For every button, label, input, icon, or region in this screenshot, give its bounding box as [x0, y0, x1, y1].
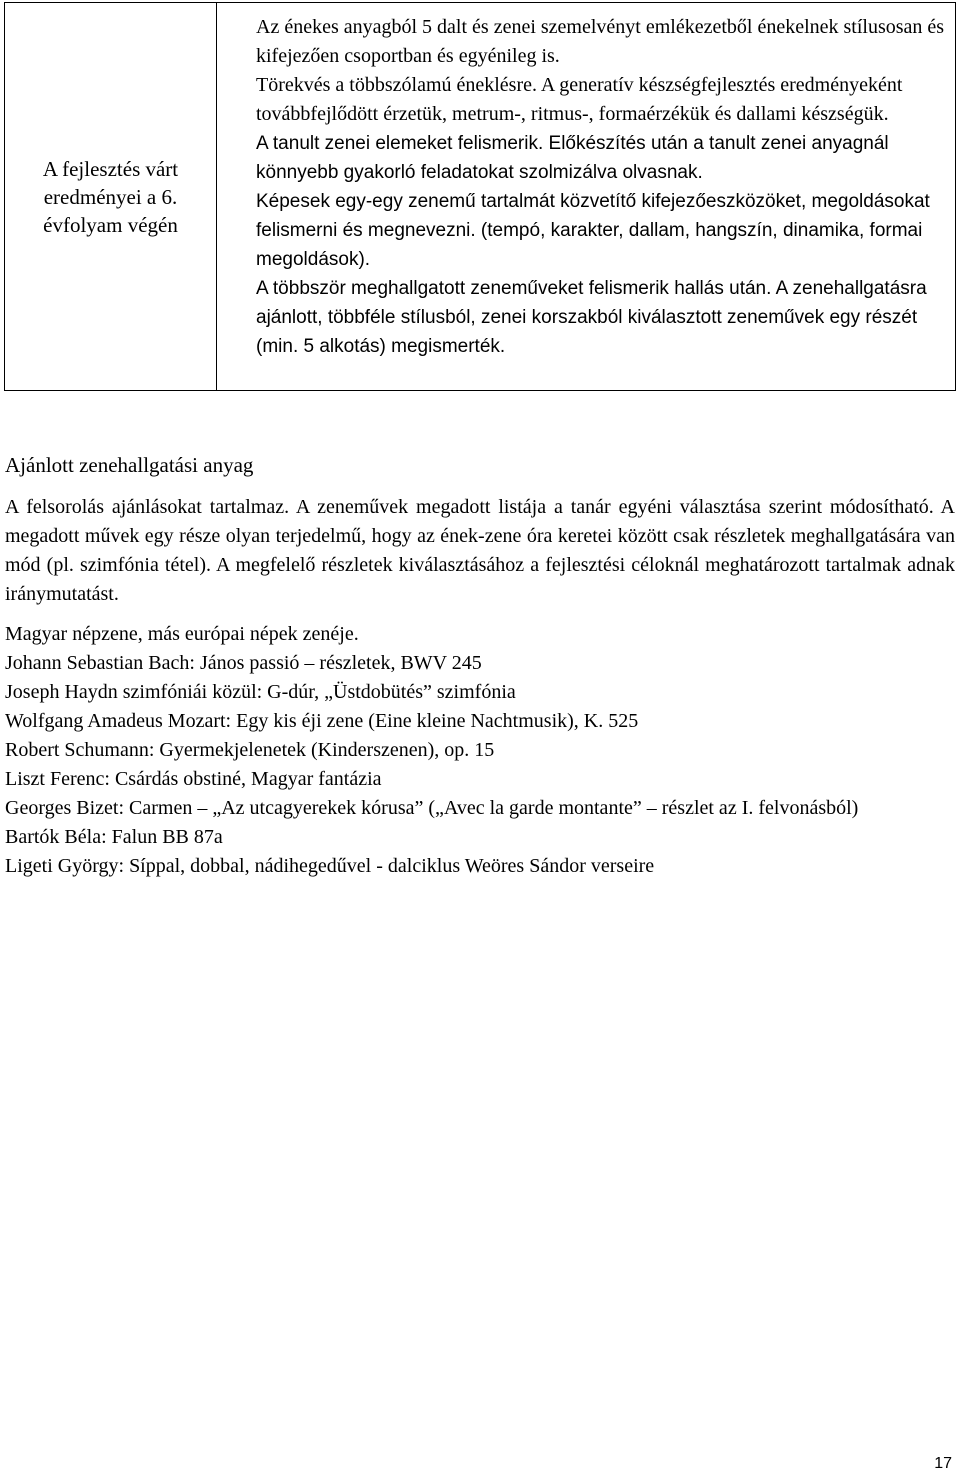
- outcome-line: Képesek egy-egy zenemű tartalmát közvetítő kifejezőeszközöket, megoldásokat felismerni és megnevezni. (tempó, karakter, dallam, hangszín, dinamika, formai megoldások).: [256, 191, 930, 270]
- outcomes-row: [5, 3, 956, 391]
- outcome-line: A többször meghallgatott zeneműveket felismerik hallás után. A zenehallgatásra ajánlott, többféle stílusból, zenei korszakból kiválasztott zeneművek egy részét (min. 5 alkotás) megismerték.: [256, 278, 927, 357]
- work-item: Ligeti György: Síppal, dobbal, nádihegedűvel - dalciklus Weöres Sándor verseire: [5, 855, 655, 877]
- work-item: Johann Sebastian Bach: János passió – részletek, BWV 245: [5, 652, 482, 674]
- outcome-line: Az énekes anyagból 5 dalt és zenei szemelvényt emlékezetből énekelnek stílusosan és kifejezően csoportban és egyénileg is.: [256, 16, 945, 67]
- work-item: Wolfgang Amadeus Mozart: Egy kis éji zene (Eine kleine Nachtmusik), K. 525: [5, 710, 639, 732]
- work-item: Georges Bizet: Carmen – „Az utcagyerekek kórusa” („Avec la garde montante” – részlet az I. felvonásból): [5, 797, 859, 819]
- work-item: Robert Schumann: Gyermekjelenetek (Kinderszenen), op. 15: [5, 739, 495, 761]
- outcomes-content: [217, 3, 956, 391]
- outcome-line: A tanult zenei elemeket felismerik. Előkészítés után a tanult zenei anyagnál könnyebb gyakorló feladatokat szolmizálva olvasnak.: [256, 133, 889, 183]
- outcomes-label: A fejlesztés várt eredményei a 6. évfolyam végén: [5, 3, 217, 391]
- listening-intro: A felsorolás ajánlásokat tartalmaz. A zeneművek megadott listája a tanár egyéni választása szerint módosítható. A megadott művek egy része olyan terjedelmű, hogy az ének-zene óra keretei között csak részletek meghallgatására van mód (pl. szimfónia tétel). A megfelelő részletek kiválasztásához a fejlesztési céloknál meghatározott tartalmak adnak iránymutatást.: [5, 496, 955, 605]
- outcome-line: Törekvés a többszólamú éneklésre. A generatív készségfejlesztés eredményeként továbbfejlődött érzetük, metrum-, ritmus-, formaérzékük és dallami készségük.: [256, 74, 903, 125]
- work-item: Magyar népzene, más európai népek zenéje.: [5, 623, 359, 645]
- work-item: Bartók Béla: Falun BB 87a: [5, 826, 223, 848]
- work-item: Liszt Ferenc: Csárdás obstiné, Magyar fantázia: [5, 768, 382, 790]
- outcomes-table: [4, 2, 956, 391]
- works-list: [5, 620, 955, 881]
- work-item: Joseph Haydn szimfóniái közül: G-dúr, „Üstdobütés” szimfónia: [5, 681, 516, 703]
- page-number: 17: [934, 1455, 952, 1472]
- listening-heading: Ajánlott zenehallgatási anyag: [5, 453, 254, 477]
